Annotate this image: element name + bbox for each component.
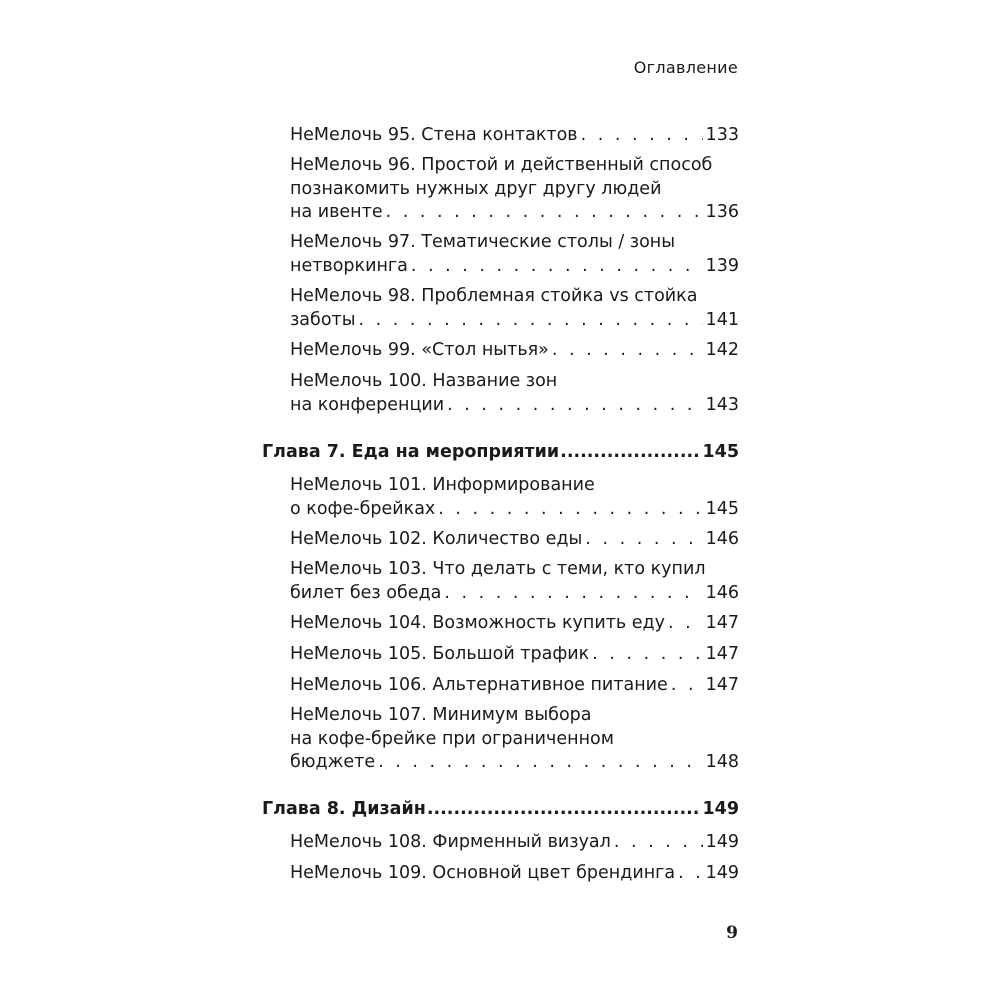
- leader-dots: [378, 751, 702, 775]
- toc-entry-title-cont: на кофе-брейке при ограниченном: [290, 728, 614, 749]
- leader-dots: [552, 339, 703, 363]
- toc-entry-title: НеМелочь 107. Минимум выбора: [290, 705, 592, 725]
- toc-entry-title-cont: о кофе-брейках: [290, 498, 436, 519]
- leader-dots: [386, 201, 703, 225]
- toc-page-number: 147: [705, 644, 739, 664]
- toc-chapter-7[interactable]: [262, 441, 739, 465]
- toc-entry-109[interactable]: [290, 862, 739, 886]
- toc-chapter-8[interactable]: [262, 798, 739, 822]
- toc-entry-title: НеМелочь 109. Основной цвет брендинга: [290, 863, 676, 883]
- toc-entry-title: НеМелочь 108. Фирменный визуал: [290, 832, 611, 852]
- toc-entry-99[interactable]: [290, 339, 739, 363]
- toc-entry-title-cont: заботы: [290, 309, 356, 330]
- toc-entry-title: НеМелочь 105. Большой трафик: [290, 644, 590, 664]
- toc-entry-title: НеМелочь 97. Тематические столы / зоны: [290, 232, 676, 252]
- toc-entry-title-cont: билет без обеда: [290, 582, 442, 603]
- toc-entry-title: НеМелочь 102. Количество еды: [290, 529, 583, 549]
- toc-entry-96[interactable]: [290, 154, 739, 225]
- leader-dots: [447, 394, 702, 418]
- leader-dots: [592, 643, 702, 667]
- toc-entry-title-cont: на ивенте: [290, 202, 383, 222]
- toc-entry-102[interactable]: [290, 528, 739, 552]
- toc-page-number: 148: [705, 752, 739, 772]
- toc-page-number: 141: [705, 309, 739, 330]
- toc-page-number: 149: [705, 863, 739, 883]
- leader-dots: [678, 862, 703, 886]
- leader-dots: [427, 798, 702, 822]
- leader-dots: [411, 255, 703, 279]
- toc-entry-title-cont: бюджете: [290, 752, 376, 772]
- toc-entry-105[interactable]: [290, 643, 739, 667]
- toc-entry-title: НеМелочь 99. «Стол нытья»: [290, 340, 549, 360]
- toc-entry-title: НеМелочь 103. Что делать с теми, кто купил: [290, 559, 706, 579]
- toc-page-number: 145: [705, 498, 739, 519]
- leader-dots: [671, 674, 703, 698]
- toc-entry-title: НеМелочь 96. Простой и действенный способ: [290, 155, 713, 175]
- page-number: 9: [726, 923, 738, 943]
- toc-page-number: 139: [705, 255, 739, 276]
- leader-dots: [438, 498, 702, 522]
- leader-dots: [560, 441, 701, 465]
- toc-entry-title: НеМелочь 104. Возможность купить еду: [290, 613, 665, 633]
- toc-entry-97[interactable]: [290, 231, 739, 278]
- toc-entry-98[interactable]: [290, 285, 739, 332]
- toc-entry-95[interactable]: [290, 124, 739, 148]
- toc-page-number: 133: [705, 125, 739, 145]
- toc-page-number: 136: [705, 202, 739, 222]
- toc-page-number: 146: [705, 529, 739, 549]
- toc-entry-title: НеМелочь 100. Название зон: [290, 371, 558, 391]
- toc-entry-104[interactable]: [290, 612, 739, 636]
- toc-entry-title: НеМелочь 106. Альтернативное питание: [290, 675, 668, 695]
- leader-dots: [668, 612, 703, 636]
- leader-dots: [614, 831, 703, 855]
- leader-dots: [359, 309, 703, 333]
- running-head: Оглавление: [633, 58, 738, 77]
- toc-page-number: 142: [705, 340, 739, 360]
- chapter-title: Глава 7. Еда на мероприятии: [262, 442, 560, 462]
- leader-dots: [585, 528, 702, 552]
- toc-entry-100[interactable]: [290, 370, 739, 417]
- toc-entry-title-cont: на конференции: [290, 394, 445, 415]
- toc-page-number: 147: [705, 675, 739, 695]
- chapter-title: Глава 8. Дизайн: [262, 799, 426, 819]
- toc-entry-108[interactable]: [290, 831, 739, 855]
- toc-page-number: 147: [705, 613, 739, 633]
- leader-dots: [581, 124, 703, 148]
- toc-entry-title-cont: познакомить нужных друг другу людей: [290, 178, 662, 199]
- toc-entry-103[interactable]: [290, 558, 739, 605]
- toc-entry-107[interactable]: [290, 704, 739, 775]
- toc-entry-106[interactable]: [290, 674, 739, 698]
- chapter-page-number: 149: [702, 799, 739, 819]
- toc-page-number: 149: [705, 832, 739, 852]
- leader-dots: [444, 582, 702, 606]
- toc-entry-title: НеМелочь 95. Стена контактов: [290, 125, 578, 145]
- toc-entry-title: НеМелочь 98. Проблемная стойка vs стойка: [290, 286, 698, 306]
- toc-entry-title-cont: нетворкинга: [290, 255, 408, 276]
- toc-entry-title: НеМелочь 101. Информирование: [290, 475, 595, 495]
- toc-page-number: 143: [705, 394, 739, 415]
- toc-page-number: 146: [705, 582, 739, 603]
- toc-entry-101[interactable]: [290, 474, 739, 521]
- chapter-page-number: 145: [702, 442, 739, 462]
